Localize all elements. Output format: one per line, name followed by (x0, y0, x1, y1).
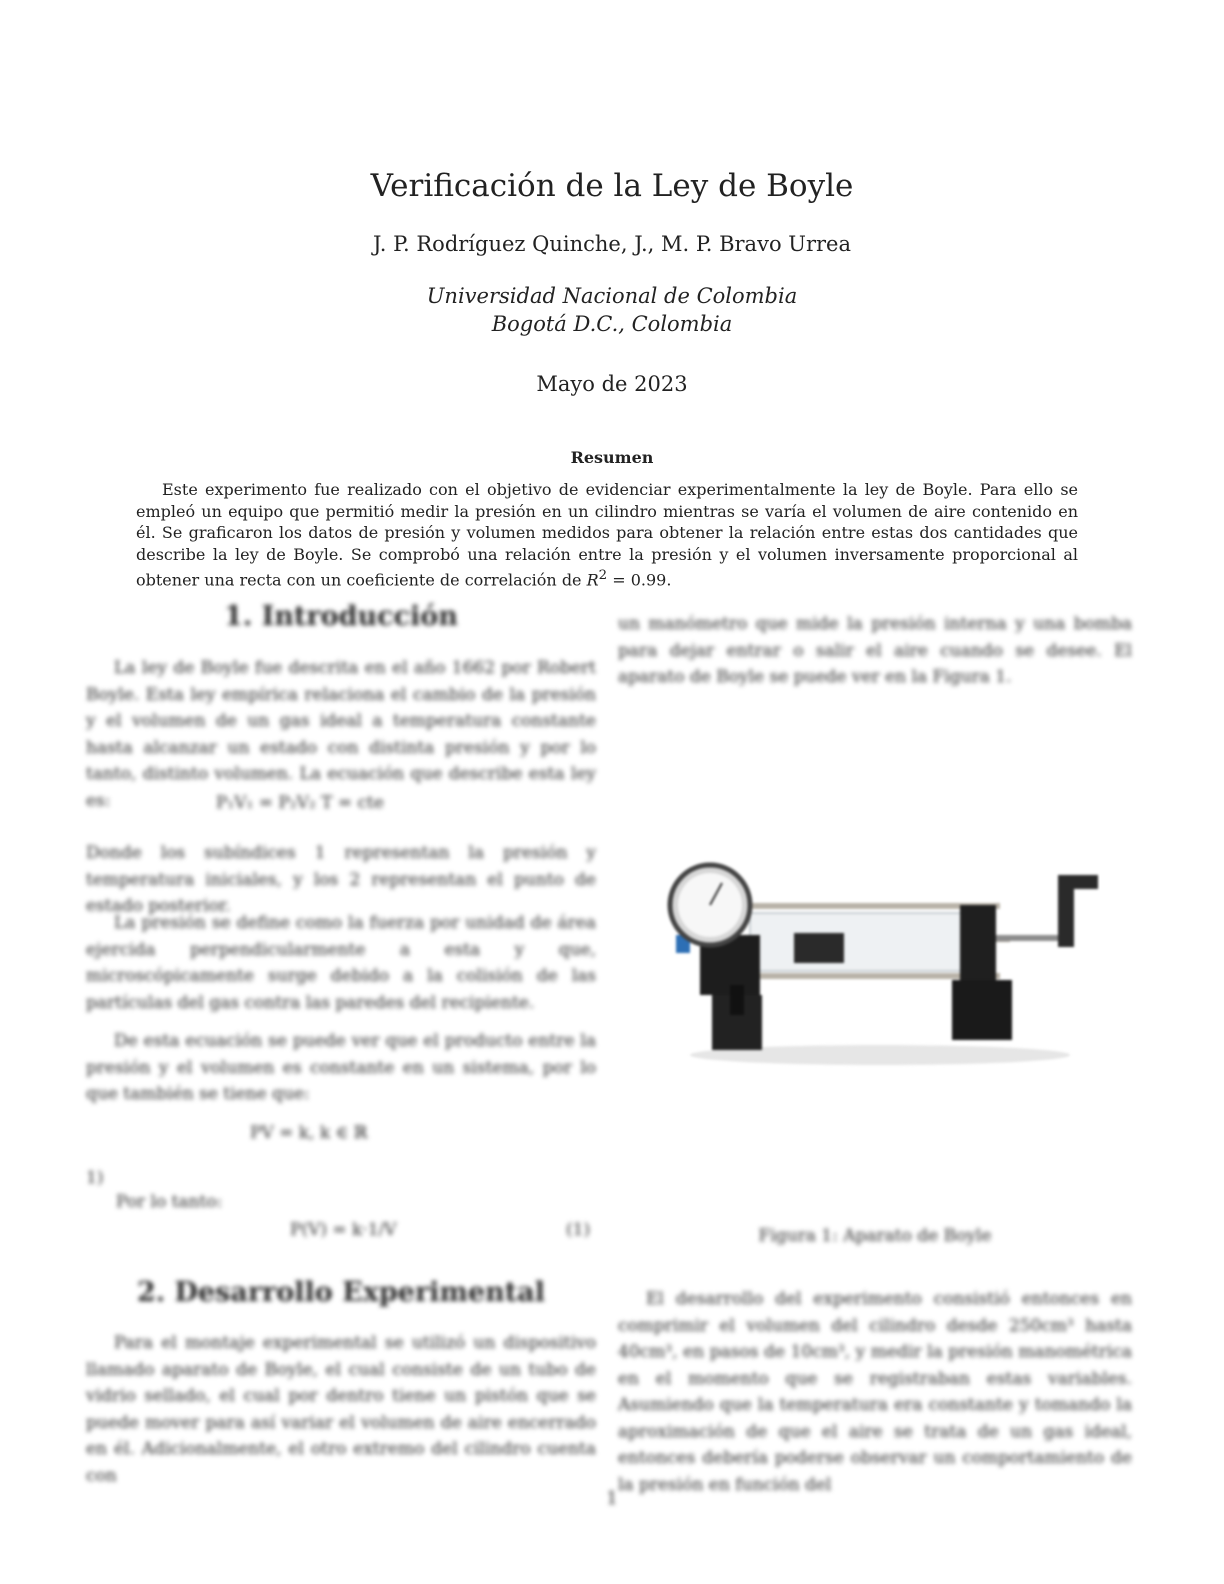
intro-paragraph-1: La ley de Boyle fue descrita en el año 1662 por Robert Boyle. Esta ley empírica relaciona el cambio de la presión y el volumen de un gas ideal a temperatura constante hasta alcanzar un estado con distinta presión y por lo tanto, distinto volumen. La ecuación que describe esta ley es: (86, 658, 596, 811)
page-number: 1 (606, 1488, 618, 1509)
crank-shaft (996, 935, 1066, 941)
intro-paragraph-5: Por lo tanto: (116, 1192, 223, 1212)
intro-paragraph-2: Donde los subíndices 1 representan la presión y temperatura iniciales, y los 2 representan el punto de estado posterior. (86, 843, 596, 916)
section-heading-experimental: 2. Desarrollo Experimental (136, 1277, 546, 1308)
intro-paragraph-4: De esta ecuación se puede ver que el producto entre la presión y el volumen es constante en un sistema, por lo que también se tiene que: (86, 1031, 596, 1104)
r-exponent: 2 (598, 568, 608, 583)
intro-paragraph-3: La presión se define como la fuerza por unidad de área ejercida perpendicularmente a esta y que, microscópicamente surge debido a la colisión de las partículas del gas contra las paredes del recipiente. (86, 913, 596, 1013)
crank-arm (1058, 885, 1074, 947)
affiliation-city: Bogotá D.C., Colombia (491, 312, 733, 336)
right-paragraph-1: un manómetro que mide la presión interna y una bomba para dejar entrar o salir el aire cuando se desee. El aparato de Boyle se puede ver en la Figura 1. (618, 614, 1132, 687)
r-value: = 0.99. (607, 570, 672, 590)
right-foot (952, 980, 1012, 1040)
piston (794, 933, 844, 963)
right-paragraph-2: El desarrollo del experimento consistió entonces en comprimir el volumen del cilindro desde 250cm³ hasta 40cm³, en pasos de 10cm³, y medir la presión manométrica en el momento que se registraban estas variables. Asumiendo que la temperatura era constante y tomando la aproximación de que el aire se trata de un gas ideal, entonces debería poderse observar un comportamiento de la presión en función del (618, 1289, 1132, 1495)
date: Mayo de 2023 (536, 372, 688, 396)
abstract-text (136, 479, 1078, 591)
paper-title: Verificación de la Ley de Boyle (370, 168, 854, 204)
authors: J. P. Rodríguez Quinche, J., M. P. Bravo Urrea (373, 232, 851, 256)
equation-3-number: (1) (566, 1220, 591, 1240)
experimental-paragraph-1: Para el montaje experimental se utilizó un dispositivo llamado aparato de Boyle, el cual consiste de un tubo de vidrio sellado, el cual por dentro tiene un pistón que se puede mover para así variar el volumen de aire encerrado en él. Adicionalmente, el otro extremo del cilindro cuenta con (86, 1333, 596, 1486)
equation-3: P(V) = k·1/V (290, 1220, 397, 1240)
glass-cylinder (750, 913, 990, 971)
r-symbol: R (586, 570, 599, 590)
abstract-body: Este experimento fue realizado con el objetivo de evidenciar experimentalmente la ley de Boyle. Para ello se empleó un equipo que permitió medir la presión en un cilindro mientras se varía el volumen de aire contenido en él. Se graficaron los datos de presión y volumen medidos para obtener la relación entre estas dos cantidades que describe la ley de Boyle. Se comprobó una relación entre la presión y el volumen inversamente proporcional al obtener una recta con un coeficiente de correlación de (136, 480, 1078, 590)
affiliation (0, 282, 1224, 338)
right-bracket (960, 905, 996, 985)
abstract-heading: Resumen (570, 448, 654, 467)
boyle-apparatus-figure (660, 855, 1100, 1075)
crank-knob (1058, 875, 1098, 889)
left-stand (730, 985, 744, 1015)
section-heading-intro: 1. Introducción (224, 601, 458, 632)
affiliation-university: Universidad Nacional de Colombia (426, 284, 798, 308)
equation-2: PV = k, k ∈ ℝ (250, 1123, 368, 1143)
equation-1: P₁V₁ = P₂V₂ T = cte (216, 793, 384, 813)
equation-2-label: 1) (86, 1168, 104, 1188)
figure-caption: Figura 1: Aparato de Boyle (758, 1226, 992, 1246)
